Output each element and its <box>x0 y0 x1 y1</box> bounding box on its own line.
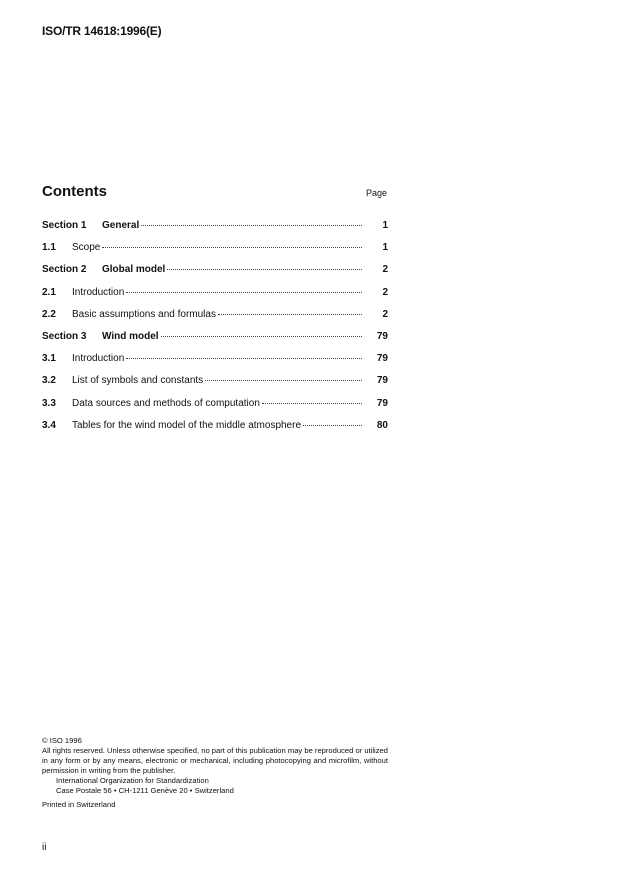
dot-leader <box>126 357 362 359</box>
toc-entry-title: General <box>102 220 140 231</box>
toc-entry-page: 79 <box>376 375 388 387</box>
toc-entry-number: 3.3 <box>42 397 56 409</box>
organization-address: Case Postale 56 • CH-1211 Genève 20 • Switzerland <box>56 786 234 795</box>
toc-entry-page: 1 <box>382 242 388 254</box>
dot-leader <box>205 379 362 381</box>
toc-item-row[interactable] <box>42 353 388 375</box>
toc-entry-page: 2 <box>382 308 388 320</box>
toc-entry-title: List of symbols and constants <box>72 375 204 387</box>
toc-section-row[interactable] <box>42 220 388 242</box>
copyright-block <box>42 736 388 810</box>
toc-entry-page: 2 <box>382 264 388 276</box>
toc-entry-number: Section 3 <box>42 330 87 342</box>
dot-leader <box>102 246 362 248</box>
toc-entry-page: 79 <box>376 353 388 365</box>
toc-entry-number: 2.1 <box>42 286 56 298</box>
table-of-contents <box>42 220 388 442</box>
dot-leader <box>262 402 362 404</box>
toc-entry-page: 1 <box>382 220 388 231</box>
toc-item-row[interactable] <box>42 375 388 397</box>
toc-entry-page: 79 <box>376 397 388 409</box>
toc-entry-page: 2 <box>382 286 388 298</box>
dot-leader <box>161 335 362 337</box>
toc-section-row[interactable] <box>42 264 388 286</box>
copyright-line: © ISO 1996 <box>42 736 82 745</box>
toc-item-row[interactable] <box>42 287 388 309</box>
dot-leader <box>141 224 362 226</box>
toc-item-row[interactable] <box>42 420 388 442</box>
toc-entry-title: Scope <box>72 242 101 254</box>
toc-entry-title: Data sources and methods of computation <box>72 397 260 409</box>
toc-entry-title: Introduction <box>72 286 125 298</box>
dot-leader <box>303 424 362 426</box>
toc-entry-title: Global model <box>102 264 166 276</box>
toc-entry-page: 79 <box>376 330 388 342</box>
rights-statement: All rights reserved. Unless otherwise specified, no part of this publication may be reproduced or utilized in any form or by any means, electronic or mechanical, including photocopying and microfilm, without permission in writing from the publisher. <box>42 746 388 775</box>
toc-item-row[interactable] <box>42 242 388 264</box>
printed-in: Printed in Switzerland <box>42 800 116 809</box>
toc-entry-title: Wind model <box>102 330 159 342</box>
page-column-heading: Page <box>365 188 387 198</box>
toc-entry-title: Introduction <box>72 353 125 365</box>
toc-entry-title: Tables for the wind model of the middle atmosphere <box>72 419 302 431</box>
toc-item-row[interactable] <box>42 309 388 331</box>
toc-entry-number: 2.2 <box>42 308 56 320</box>
organization-name: International Organization for Standardization <box>56 776 209 785</box>
toc-item-row[interactable] <box>42 398 388 420</box>
toc-entry-page: 80 <box>376 419 388 431</box>
dot-leader <box>167 268 362 270</box>
toc-entry-number: Section 1 <box>42 220 87 231</box>
toc-section-row[interactable] <box>42 331 388 353</box>
page-number: ii <box>42 842 47 853</box>
toc-entry-number: 3.2 <box>42 375 56 387</box>
dot-leader <box>218 313 362 315</box>
toc-entry-number: 1.1 <box>42 242 56 254</box>
document-id: ISO/TR 14618:1996(E) <box>42 24 162 38</box>
toc-entry-number: 3.4 <box>42 419 56 431</box>
toc-entry-number: Section 2 <box>42 264 87 276</box>
contents-title: Contents <box>42 183 107 200</box>
toc-entry-number: 3.1 <box>42 353 56 365</box>
toc-entry-title: Basic assumptions and formulas <box>72 308 216 320</box>
dot-leader <box>126 291 362 293</box>
